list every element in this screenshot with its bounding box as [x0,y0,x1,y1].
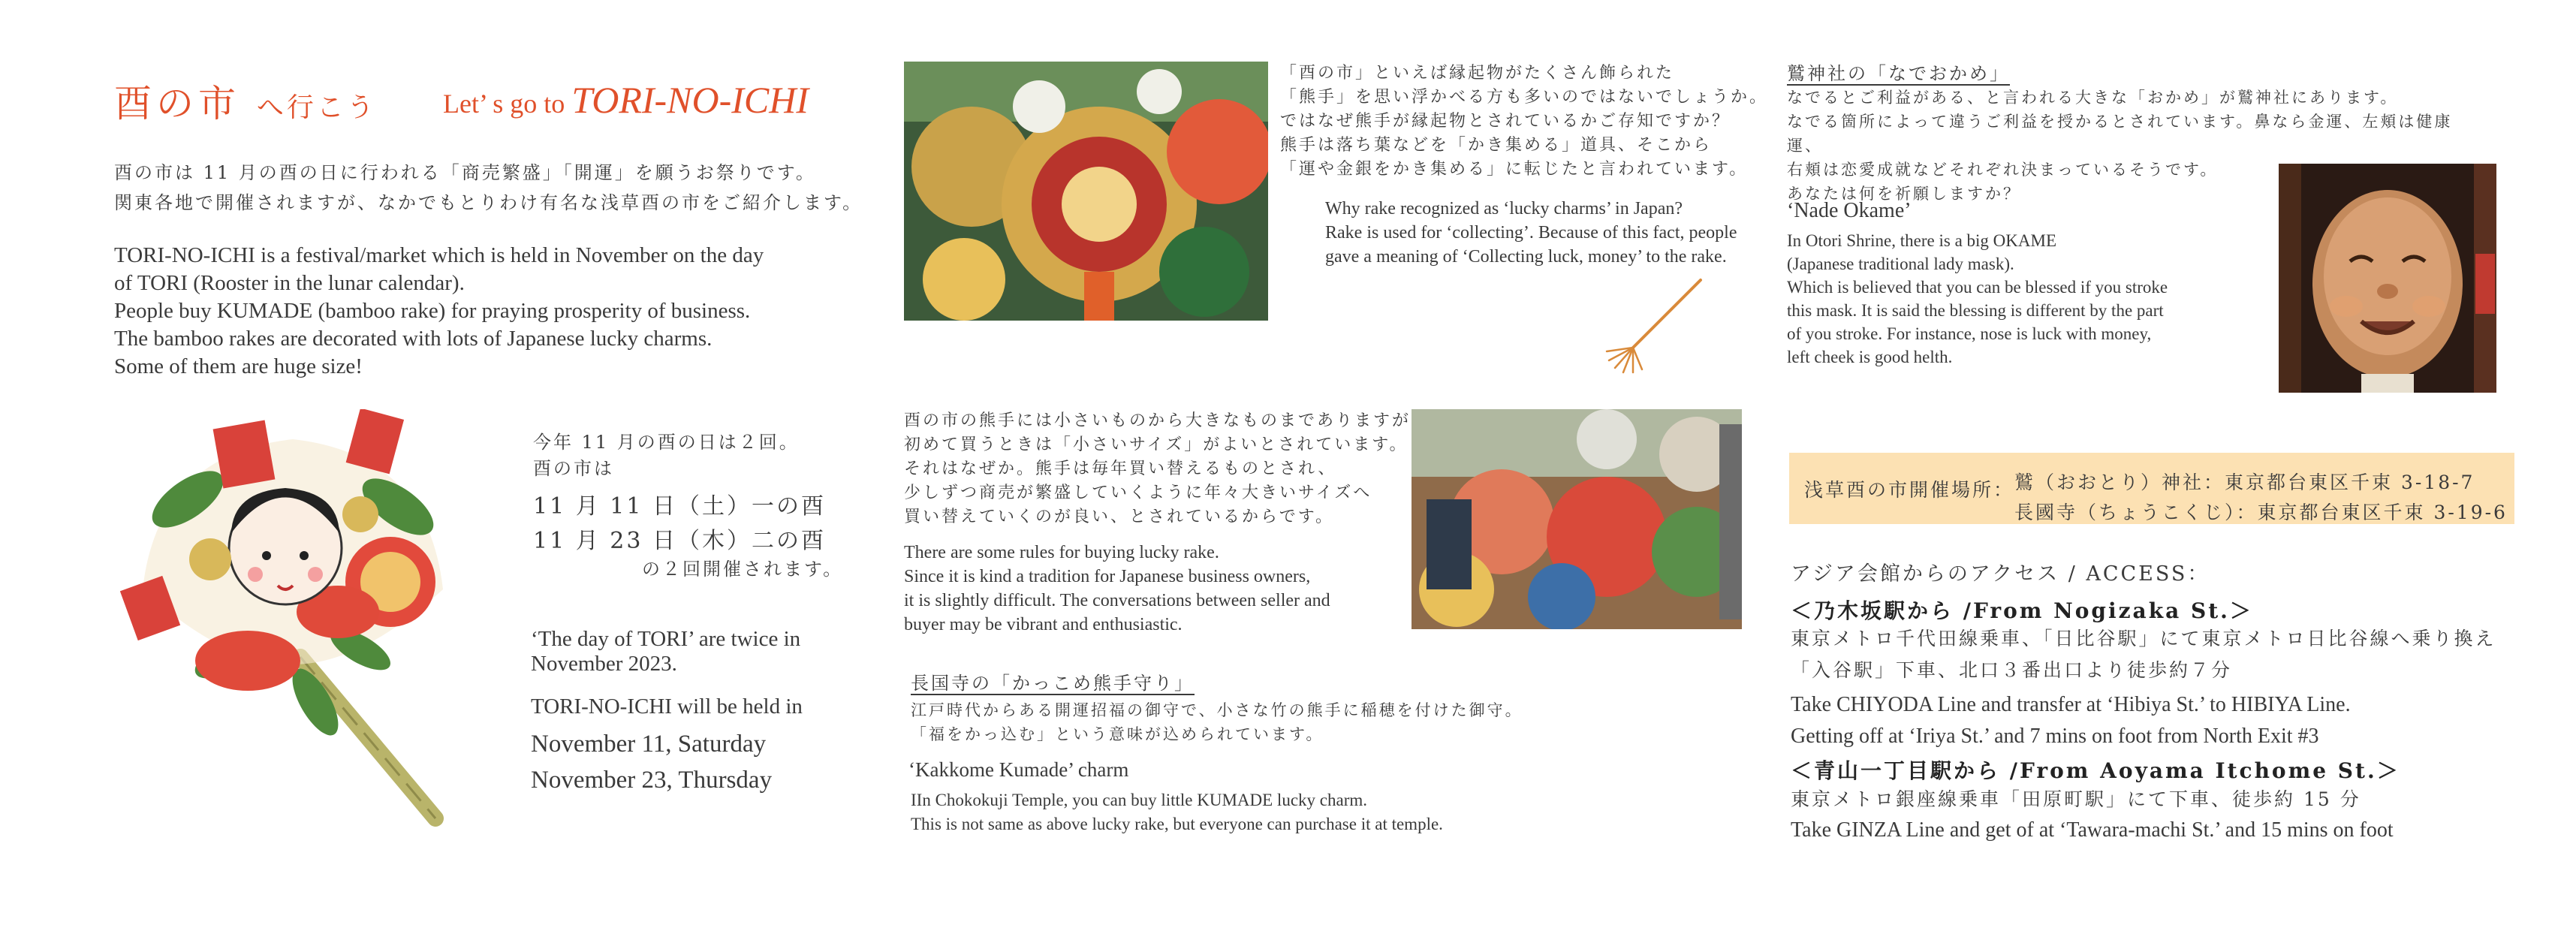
venue-label: 浅草酉の市開催場所： [1804,479,2015,501]
kakkome-text-en: IIn Chokokuji Temple, you can buy little KUMADE lucky charm. This is not same as above lucky rake, but everyone can purchase it at temple. [911,791,1443,833]
intro-text-en: TORI-NO-ICHI is a festival/market which is held in November on the day of TORI (Rooster in the lunar calendar). People buy KUMADE (bamboo rake) for praying prosperity of business. The bamboo rakes are decorated with lots of Japanese lucky charms. Some of them are huge size! [114,243,764,378]
title-en-prefix: Let’ s go to [443,89,565,119]
rakes-photo [904,62,1268,321]
access-heading: アジア会館からのアクセス / ACCESS： [1791,562,2210,586]
access-aoyama-en: Take GINZA Line and get of at ‘Tawara-machi St.’ and 15 mins on foot [1791,818,2394,842]
market-photo [1412,409,1742,629]
rake-text-en: Why rake recognized as ‘lucky charms’ in Japan? Rake is used for ‘collecting’. Because of this fact, people gave a meaning of ‘Collecting luck, money’ to the rake. [1325,199,1737,267]
access-aoyama-jp: 東京メトロ銀座線乗車「田原町駅」にて下車、徒歩約 15 分 [1791,788,2361,810]
rake-text-jp: 「酉の市」といえば縁起物がたくさん飾られた 「熊手」を思い浮かべる方も多いのではないでしょうか。 ではなぜ熊手が縁起物とされているかご存知ですか？ 熊手は落ち葉などを「かき集める」道具、そこから 「運や金銀をかき集める」に転じたと言われています。 [1280,64,1769,179]
kumade-illustration [113,409,465,830]
dates-note-jp: の２回開催されます。 [642,559,844,580]
kakkome-heading: 長国寺の「かっこめ熊手守り」 [911,673,1195,694]
okame-title: ‘Nade Okame’ [1787,199,1912,222]
buying-text-jp: 酉の市の熊手には小さいものから大きなものまでありますが 初めて買うときは「小さいサイズ」がよいとされています。 それはなぜか。熊手は毎年買い替えるものとされ、 少しずつ商売が繁盛していくように年々大きいサイズへ 買い替えていくのが良い、とされているからです。 [904,411,1412,526]
venue-chokokuji: 長國寺（ちょうこくじ）：東京都台東区千束 3-19-6 [2014,502,2508,523]
okame-text-en: In Otori Shrine, there is a big OKAME (Japanese traditional lady mask). Which is believed that you can be blessed if you stroke this mask. It is said the blessing is different by the part of you stroke. For instance, nose is luck with money, left cheek is good helth. [1787,231,2168,366]
okame-heading: 鷲神社の「なでおかめ」 [1787,63,2010,84]
okame-mask-photo [2279,164,2496,393]
access-aoyama-heading: ＜青山一丁目駅から /From Aoyama Itchome St.＞ [1791,758,2400,783]
page-title-jp [114,74,377,128]
title-en-main: TORI-NO-ICHI [571,79,809,121]
page-title-en [443,78,809,122]
access-nogizaka-en: Take CHIYODA Line and transfer at ‘Hibiya St.’ to HIBIYA Line. Getting off at ‘Iriya St.’ and 7 mins on foot from North Exit #3 [1791,693,2351,748]
intro-text-jp: 酉の市は 11 月の酉の日に行われる「商売繁盛」「開運」を願うお祭りです。 関東各地で開催されますが、なかでもとりわけ有名な浅草酉の市をご紹介します。 [114,162,863,213]
dates-list-jp: 11 月 11 日（土）一の酉 11 月 23 日（木）二の酉 [533,493,826,554]
title-jp-main: 酉の市 [114,82,240,125]
venue-otori-shrine: 鷲（おおとり）神社：東京都台東区千束 3-18-7 [2014,472,2475,493]
access-nogizaka-heading: ＜乃木坂駅から /From Nogizaka St.＞ [1791,598,2253,623]
dates-held-en: TORI-NO-ICHI will be held in [531,695,803,719]
dates-intro-en: ‘The day of TORI’ are twice in November 2023. [531,627,801,676]
dates-intro-jp: 今年 11 月の酉の日は２回。 酉の市は [533,432,800,479]
kakkome-text-jp: 江戸時代からある開運招福の御守で、小さな竹の熊手に稲穂を付けた御守。 「福をかっ込む」という意味が込められています。 [911,701,1523,743]
okame-text-jp: なでるとご利益がある、と言われる大きな「おかめ」が鷲神社にあります。 なでる箇所によって違うご利益を授かるとされています。鼻なら金運、左頬は健康運、 右頬は恋愛成就などそれぞれ決まっているそうです。 あなたは何を祈願しますか？ [1787,89,2453,203]
rake-icon [1603,276,1708,374]
buying-text-en: There are some rules for buying lucky rake. Since it is kind a tradition for Japanese business owners, it is slightly difficult. The conversations between seller and buyer may be vibrant and enthusiastic. [904,543,1330,634]
dates-list-en: November 11, Saturday November 23, Thursday [531,731,773,794]
kakkome-title: ‘Kakkome Kumade’ charm [908,758,1129,781]
venue-box [1789,453,2514,524]
title-jp-sub: へ行こう [256,92,377,123]
access-nogizaka-jp: 東京メトロ千代田線乗車、「日比谷駅」にて東京メトロ日比谷線へ乗り換え 「入谷駅」下車、北口３番出口より徒歩約７分 [1791,628,2496,681]
